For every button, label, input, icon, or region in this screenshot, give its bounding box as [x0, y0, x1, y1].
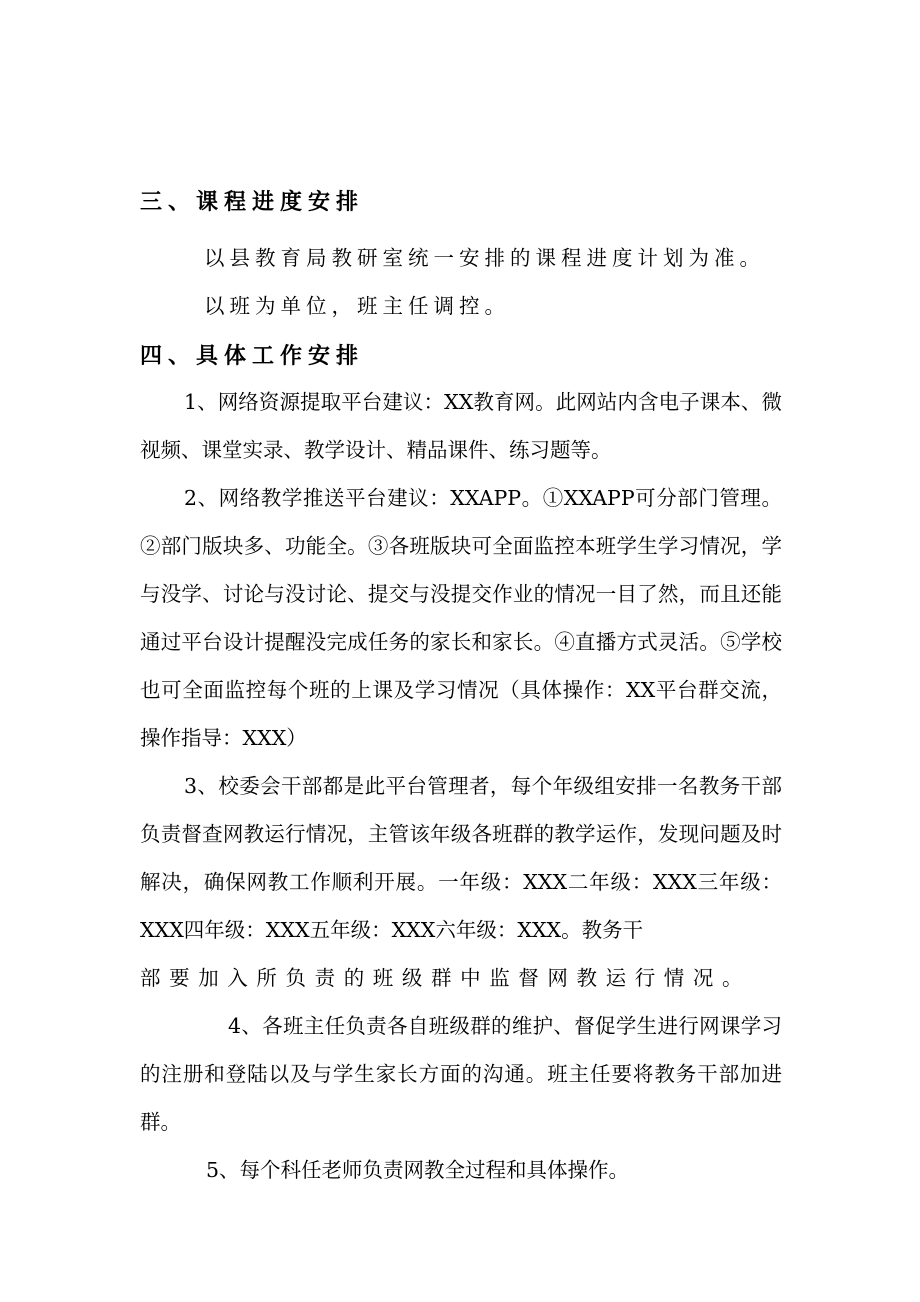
document-body — [140, 182, 782, 1194]
section-heading-schedule: 三、课程进度安排 — [140, 190, 365, 215]
schedule-line-1: 以县教育局教研室统一安排的课程进度计划为准。 — [204, 246, 765, 270]
work-item-5: 5、每个科任老师负责网教全过程和具体操作。 — [206, 1158, 630, 1182]
work-item-3-tail: 部要加入所负责的班级群中监督网教运行情况。 — [140, 966, 752, 990]
section-heading-work-arrangement: 四、具体工作安排 — [140, 344, 365, 369]
schedule-line-2: 以班为单位，班主任调控。 — [204, 294, 510, 318]
work-item-4: 4、各班主任负责各自班级群的维护、督促学生进行网课学习的注册和登陆以及与学生家长方面的沟通。班主任要将教务干部加进群。 — [140, 1014, 782, 1134]
schedule-paragraph — [140, 234, 782, 330]
work-item-3-body: 3、校委会干部都是此平台管理者，每个年级组安排一名教务干部负责督查网教运行情况，主管该年级各班群的教学运作，发现问题及时解决，确保网教工作顺利开展。一年级：XXX二年级：XXX三年级：XXX四年级：XXX五年级：XXX六年级：XXX。教务干 — [140, 774, 782, 942]
work-item-1: 1、网络资源提取平台建议：XX教育网。此网站内含电子课本、微视频、课堂实录、教学设计、精品课件、练习题等。 — [140, 390, 782, 462]
work-item-3 — [140, 762, 782, 1002]
work-item-2: 2、网络教学推送平台建议：XXAPP。①XXAPP可分部门管理。②部门版块多、功能全。③各班版块可全面监控本班学生学习情况，学与没学、讨论与没讨论、提交与没提交作业的情况一目了然，而且还能通过平台设计提醒没完成任务的家长和家长。④直播方式灵活。⑤学校也可全面监控每个班的上课及学习情况（具体操作：XX平台群交流，操作指导：XXX） — [140, 486, 782, 750]
